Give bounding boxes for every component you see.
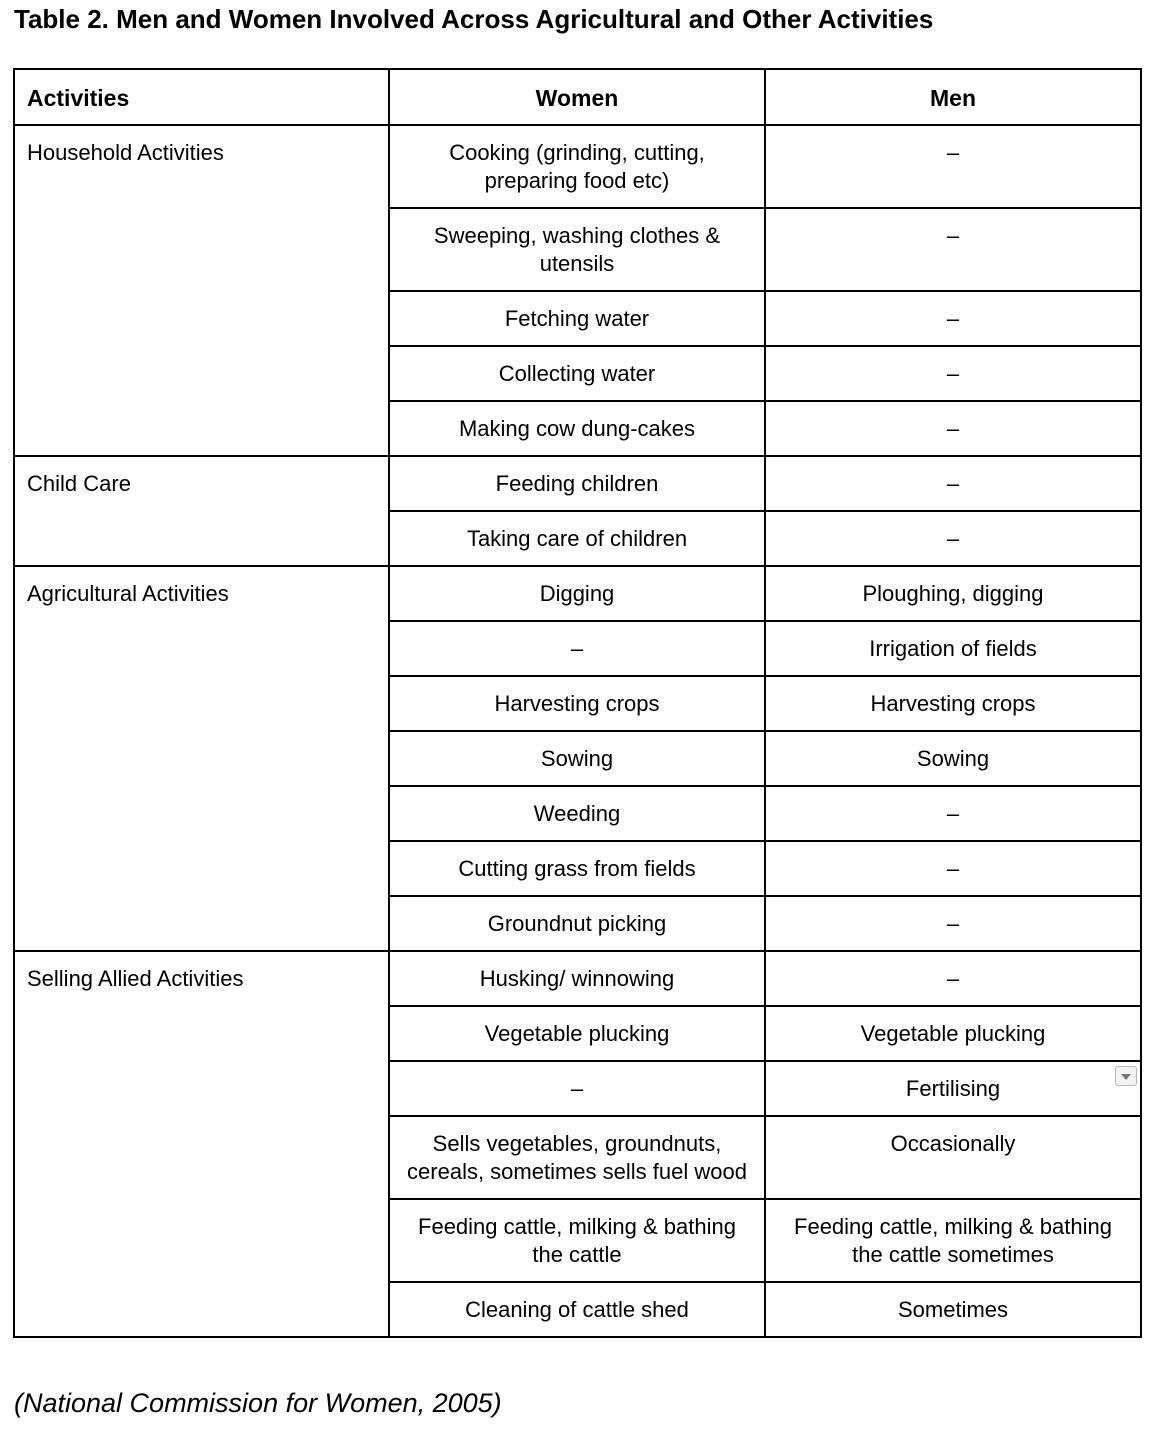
men-cell: – (765, 346, 1141, 401)
men-cell: – (765, 841, 1141, 896)
women-cell: Vegetable plucking (389, 1006, 765, 1061)
men-cell: Ploughing, digging (765, 566, 1141, 621)
men-cell: Sowing (765, 731, 1141, 786)
men-cell: – (765, 125, 1141, 208)
women-cell: Digging (389, 566, 765, 621)
men-cell: Irrigation of fields (765, 621, 1141, 676)
women-cell: Cutting grass from fields (389, 841, 765, 896)
women-cell: Groundnut picking (389, 896, 765, 951)
men-cell: – (765, 511, 1141, 566)
activities-table (13, 68, 1142, 1338)
men-cell: – (765, 896, 1141, 951)
category-cell: Household Activities (14, 125, 389, 456)
women-cell: Weeding (389, 786, 765, 841)
men-cell: Occasionally (765, 1116, 1141, 1199)
header-men: Men (765, 69, 1141, 125)
table-row (14, 951, 1141, 1006)
women-cell: Sowing (389, 731, 765, 786)
table-title: Table 2. Men and Women Involved Across Agricultural and Other Activities (14, 4, 934, 34)
men-cell-text: Fertilising (905, 1076, 1001, 1101)
chevron-down-icon[interactable] (1115, 1066, 1137, 1086)
women-cell: Collecting water (389, 346, 765, 401)
women-cell: Making cow dung-cakes (389, 401, 765, 456)
women-cell: Sells vegetables, groundnuts, cereals, sometimes sells fuel wood (389, 1116, 765, 1199)
category-cell: Selling Allied Activities (14, 951, 389, 1337)
source-citation: (National Commission for Women, 2005) (14, 1388, 502, 1418)
men-cell: Sometimes (765, 1282, 1141, 1337)
table-row (14, 125, 1141, 208)
header-women: Women (389, 69, 765, 125)
women-cell: Cooking (grinding, cutting, preparing food etc) (389, 125, 765, 208)
men-cell: Feeding cattle, milking & bathing the cattle sometimes (765, 1199, 1141, 1282)
header-activities: Activities (14, 69, 389, 125)
women-cell: – (389, 1061, 765, 1116)
women-cell: – (389, 621, 765, 676)
table-row (14, 566, 1141, 621)
header-row (14, 69, 1141, 125)
men-cell: – (765, 786, 1141, 841)
women-cell: Sweeping, washing clothes & utensils (389, 208, 765, 291)
men-cell: – (765, 208, 1141, 291)
table-row (14, 456, 1141, 511)
women-cell: Cleaning of cattle shed (389, 1282, 765, 1337)
women-cell: Harvesting crops (389, 676, 765, 731)
men-cell-with-dropdown (765, 1061, 1141, 1116)
category-cell: Child Care (14, 456, 389, 566)
women-cell: Fetching water (389, 291, 765, 346)
women-cell: Feeding children (389, 456, 765, 511)
men-cell: – (765, 456, 1141, 511)
women-cell: Taking care of children (389, 511, 765, 566)
category-cell: Agricultural Activities (14, 566, 389, 951)
women-cell: Feeding cattle, milking & bathing the cattle (389, 1199, 765, 1282)
men-cell: Harvesting crops (765, 676, 1141, 731)
men-cell: – (765, 291, 1141, 346)
men-cell: – (765, 951, 1141, 1006)
men-cell: – (765, 401, 1141, 456)
men-cell: Vegetable plucking (765, 1006, 1141, 1061)
women-cell: Husking/ winnowing (389, 951, 765, 1006)
